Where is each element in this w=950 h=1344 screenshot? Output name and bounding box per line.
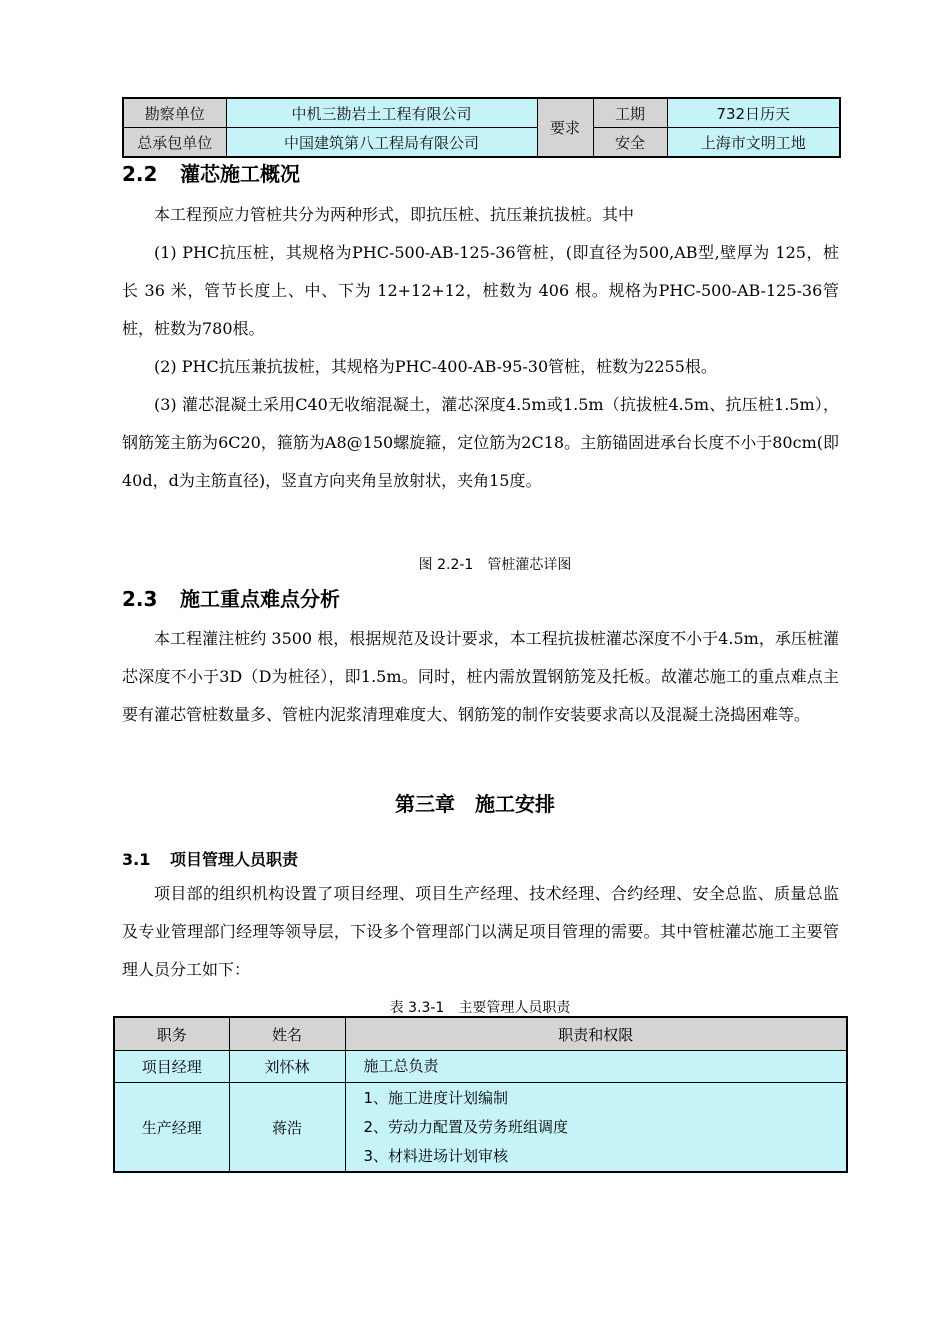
header-position: 职务 bbox=[114, 1017, 229, 1051]
paragraph: (2) PHC抗压兼抗拔桩，其规格为PHC-400-AB-95-30管桩，桩数为2255根。 bbox=[154, 357, 717, 376]
contractor-value: 中国建筑第八工程局有限公司 bbox=[226, 128, 537, 158]
duty-item: 3、材料进场计划审核 bbox=[363, 1146, 509, 1165]
paragraph: 项目部的组织机构设置了项目经理、项目生产经理、技术经理、合约经理、安全总监、质量总监及专业管理部门经理等领导层，下设多个管理部门以满足项目管理的需要。其中管桩灌芯施工主要管理人员分工如下： bbox=[122, 884, 839, 979]
paragraph: (3) 灌芯混凝土采用C40无收缩混凝土，灌芯深度4.5m或1.5m（抗拔桩4.5m、抗压桩1.5m），钢筋笼主筋为6C20，箍筋为A8@150螺旋箍，定位筋为2C18。主筋锚固进承台长度不小于80cm(即40d，d为主筋直径)，竖直方向夹角呈放射状，夹角15度。 bbox=[122, 395, 839, 490]
staff-duty-table bbox=[113, 1016, 848, 1173]
duty-item: 施工总负责 bbox=[363, 1057, 439, 1075]
contractor-label: 总承包单位 bbox=[123, 128, 226, 158]
header-duties: 职责和权限 bbox=[345, 1017, 847, 1051]
chapter-title: 第三章 施工安排 bbox=[395, 792, 555, 816]
section-2-3-heading bbox=[122, 583, 340, 612]
paragraph: (1) PHC抗压桩，其规格为PHC-500-AB-125-36管桩，(即直径为500,AB型,壁厚为 125，桩长 36 米，管节长度上、中、下为 12+12+12，桩数为 406 根。规格为PHC-500-AB-125-36管桩，桩数为780根。 bbox=[122, 243, 839, 338]
table-header-row bbox=[114, 1017, 847, 1051]
header-name: 姓名 bbox=[229, 1017, 345, 1051]
position-cell: 生产经理 bbox=[114, 1083, 229, 1173]
paragraph: 本工程灌注桩约 3500 根，根据规范及设计要求，本工程抗拔桩灌芯深度不小于4.5m，承压桩灌芯深度不小于3D（D为桩径），即1.5m。同时，桩内需放置钢筋笼及托板。故灌芯施工的重点难点主要有灌芯管桩数量多、管桩内泥浆清理难度大、钢筋笼的制作安装要求高以及混凝土浇捣困难等。 bbox=[122, 629, 839, 724]
section-number: 2.2 bbox=[122, 162, 158, 186]
survey-label: 勘察单位 bbox=[123, 98, 226, 128]
name-cell: 蒋浩 bbox=[229, 1083, 345, 1173]
section-title: 灌芯施工概况 bbox=[180, 162, 300, 186]
table-row bbox=[114, 1083, 847, 1173]
section-2-2-heading bbox=[122, 158, 300, 187]
section-3-1-heading bbox=[122, 847, 298, 870]
survey-value: 中机三勘岩土工程有限公司 bbox=[226, 98, 537, 128]
duties-cell bbox=[345, 1051, 847, 1083]
safety-value: 上海市文明工地 bbox=[667, 128, 840, 158]
section-title: 项目管理人员职责 bbox=[170, 850, 299, 869]
name-cell: 刘怀林 bbox=[229, 1051, 345, 1083]
table-row bbox=[114, 1051, 847, 1083]
duties-cell bbox=[345, 1083, 847, 1173]
period-value: 732日历天 bbox=[667, 98, 840, 128]
section-2-3-body bbox=[122, 620, 839, 734]
position-cell: 项目经理 bbox=[114, 1051, 229, 1083]
section-title: 施工重点难点分析 bbox=[180, 587, 340, 611]
project-info-table bbox=[122, 97, 841, 158]
table-caption: 表 3.3-1 主要管理人员职责 bbox=[389, 1000, 571, 1016]
period-label: 工期 bbox=[593, 98, 667, 128]
info-row-survey bbox=[123, 98, 840, 128]
require-label: 要求 bbox=[537, 98, 593, 157]
section-number: 2.3 bbox=[122, 587, 158, 611]
section-3-1-body bbox=[122, 875, 839, 989]
paragraph: 本工程预应力管桩共分为两种形式，即抗压桩、抗压兼抗拔桩。其中 bbox=[154, 205, 635, 224]
section-number: 3.1 bbox=[122, 850, 151, 869]
info-row-contractor bbox=[123, 128, 840, 158]
safety-label: 安全 bbox=[593, 128, 667, 158]
duty-item: 2、劳动力配置及劳务班组调度 bbox=[363, 1117, 569, 1136]
section-2-2-body bbox=[122, 196, 839, 500]
figure-caption: 图 2.2-1 管桩灌芯详图 bbox=[418, 557, 572, 573]
duty-item: 1、施工进度计划编制 bbox=[363, 1088, 509, 1107]
